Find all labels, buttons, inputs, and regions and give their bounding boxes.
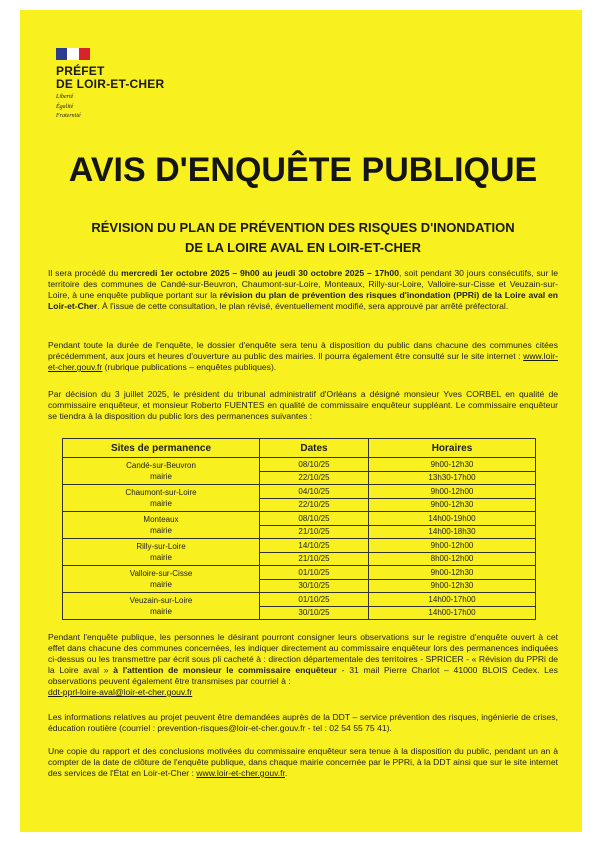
paragraph-commissioner: Par décision du 3 juillet 2025, le président du tribunal administratif d'Orléans a désigné monsieur Yves CORBEL en qualité de commissaire enquêteur, et monsieur Roberto FUENTES en qualité de commissaire enquêteur suppléant. Le commissaire enquêteur se tiendra à la disposition du public lors des permanences suivantes :: [48, 389, 558, 421]
date-cell: 08/10/25: [260, 458, 369, 472]
motto-egalite: Égalité: [56, 103, 74, 110]
permanences-table: [62, 438, 536, 620]
hours-cell: 9h00-12h30: [369, 566, 536, 580]
french-flag-icon: [56, 48, 90, 60]
site-location: mairie: [150, 607, 172, 616]
p2-text-a: Pendant toute la durée de l'enquête, le dossier d'enquête sera tenu à disposition du public dans chacune des communes citées précédemment, aux jours et heures d'ouverture au public des mairies. Il pourra également être consulté sur le site internet :: [48, 340, 558, 361]
prefect-line-1: PRÉFET: [56, 64, 105, 78]
hours-cell: 14h00-17h00: [369, 593, 536, 607]
p1-subject: révision du plan de prévention des risques d'inondation (PPRi) de la Loire aval en Loir-et-Cher: [48, 290, 558, 311]
date-cell: 30/10/25: [260, 579, 369, 593]
date-cell: 21/10/25: [260, 525, 369, 539]
site-cell: [63, 512, 260, 539]
table-row: [63, 566, 536, 580]
date-cell: 30/10/25: [260, 606, 369, 620]
site-cell: [63, 458, 260, 485]
hours-cell: 14h00-18h30: [369, 525, 536, 539]
table-row: [63, 512, 536, 526]
p1-text-c: , soit pendant 30 jours consécutifs, sur le territoire des communes de Candé-sur-Beuvron, Chaumont-sur-Loire, Monteaux, Rilly-sur-Loire, Valloire-sur-Cisse et Veuzain-sur-Loire, à une enquête publique portant sur la: [48, 268, 558, 300]
p6-text-b: .: [284, 768, 288, 778]
hours-cell: 13h30-17h00: [369, 471, 536, 485]
subtitle-line-1: RÉVISION DU PLAN DE PRÉVENTION DES RISQUES D'INONDATION: [91, 220, 515, 235]
site-cell: [63, 593, 260, 620]
table-row: [63, 593, 536, 607]
p4-text-c: - 31 mail Pierre Charlot – 41000 BLOIS Cedex. Les observations peuvent également être transmises par courriel à :: [48, 665, 558, 686]
p4-attention: à l'attention de monsieur le commissaire enquêteur: [113, 665, 337, 675]
site-location: mairie: [150, 553, 172, 562]
hours-cell: 9h00-12h30: [369, 498, 536, 512]
date-cell: 14/10/25: [260, 539, 369, 553]
date-cell: 01/10/25: [260, 566, 369, 580]
website-link-footer[interactable]: www.loir-et-cher.gouv.fr: [196, 768, 285, 778]
site-name: Veuzain-sur-Loire: [129, 596, 193, 605]
subtitle-line-2: DE LA LOIRE AVAL EN LOIR-ET-CHER: [185, 240, 421, 255]
hours-cell: 9h00-12h30: [369, 579, 536, 593]
date-cell: 08/10/25: [260, 512, 369, 526]
website-link[interactable]: www.loir-et-cher.gouv.fr: [48, 351, 558, 372]
site-location: mairie: [150, 526, 172, 535]
site-location: mairie: [150, 472, 172, 481]
paragraph-dossier: [48, 340, 558, 373]
paragraph-observations: [48, 632, 558, 698]
paragraph-dates: [48, 268, 558, 312]
site-location: mairie: [150, 499, 172, 508]
date-cell: 04/10/25: [260, 485, 369, 499]
paragraph-information: Les informations relatives au projet peuvent être demandées auprès de la DDT – service prévention des risques, ingénierie de crises, éducation routière (courriel : prevention-risques@loir-et-cher.gouv.fr - tel : 02 54 55 75 41).: [48, 712, 558, 733]
p6-text-a: Une copie du rapport et des conclusions motivées du commissaire enquêteur sera tenue à la disposition du public, pendant un an à compter de la date de clôture de l'enquête publique, dans chaque mairie concernée par le PPRi, à la DDT ainsi que sur le site internet des services de l'État en Loir-et-Cher :: [48, 746, 558, 778]
site-cell: [63, 566, 260, 593]
site-location: mairie: [150, 580, 172, 589]
site-cell: [63, 485, 260, 512]
site-name: Rilly-sur-Loire: [136, 542, 186, 551]
site-name: Monteaux: [143, 515, 179, 524]
site-name: Candé-sur-Beuvron: [126, 461, 196, 470]
date-cell: 22/10/25: [260, 471, 369, 485]
hours-cell: 8h00-12h00: [369, 552, 536, 566]
hours-cell: 14h00-19h00: [369, 512, 536, 526]
notice-subtitle: [48, 218, 558, 258]
table-row: [63, 485, 536, 499]
prefecture-logo: [56, 48, 164, 120]
hours-cell: 14h00-17h00: [369, 606, 536, 620]
observations-email[interactable]: ddt-pprl-loire-aval@loir-et-cher.gouv.fr: [48, 687, 193, 697]
table-header-row: [63, 439, 536, 458]
date-cell: 01/10/25: [260, 593, 369, 607]
hours-cell: 9h00-12h30: [369, 458, 536, 472]
date-cell: 21/10/25: [260, 552, 369, 566]
header-horaires: Horaires: [369, 439, 536, 458]
paragraph-report: [48, 746, 558, 779]
prefect-line-2: DE LOIR-ET-CHER: [56, 77, 165, 91]
header-sites: Sites de permanence: [63, 439, 260, 458]
p2-text-b: (rubrique publications – enquêtes publiques).: [102, 362, 277, 372]
motto-fraternite: Fraternité: [56, 113, 81, 119]
p4-text-a: Pendant l'enquête publique, les personnes le désirant pourront consigner leurs observations sur le registre d'enquête ouvert à cet effet dans chacune des communes concernées, les indiquer directement au commissaire enquêteur lors des permanences indiquées ci-dessus ou les transmettre par écrit sous pli cacheté à : direction départementale des territoires - SPRICER - « Révision du PPRi de la Loire aval »: [48, 632, 558, 675]
hours-cell: 9h00-12h00: [369, 485, 536, 499]
site-cell: [63, 539, 260, 566]
p1-text-a: Il sera procédé du: [48, 268, 122, 278]
header-dates: Dates: [260, 439, 369, 458]
motto-liberte: Liberté: [56, 94, 74, 100]
site-name: Valloire-sur-Cisse: [129, 569, 193, 578]
table-row: [63, 539, 536, 553]
notice-title: AVIS D'ENQUÊTE PUBLIQUE: [68, 151, 538, 189]
table-row: [63, 458, 536, 472]
p1-dates: mercredi 1er octobre 2025 – 9h00 au jeudi 30 octobre 2025 – 17h00: [121, 268, 399, 278]
hours-cell: 9h00-12h00: [369, 539, 536, 553]
site-name: Chaumont-sur-Loire: [125, 488, 197, 497]
p1-text-e: . À l'issue de cette consultation, le plan révisé, éventuellement modifié, sera approuvé par arrêté préfectoral.: [97, 301, 509, 311]
date-cell: 22/10/25: [260, 498, 369, 512]
